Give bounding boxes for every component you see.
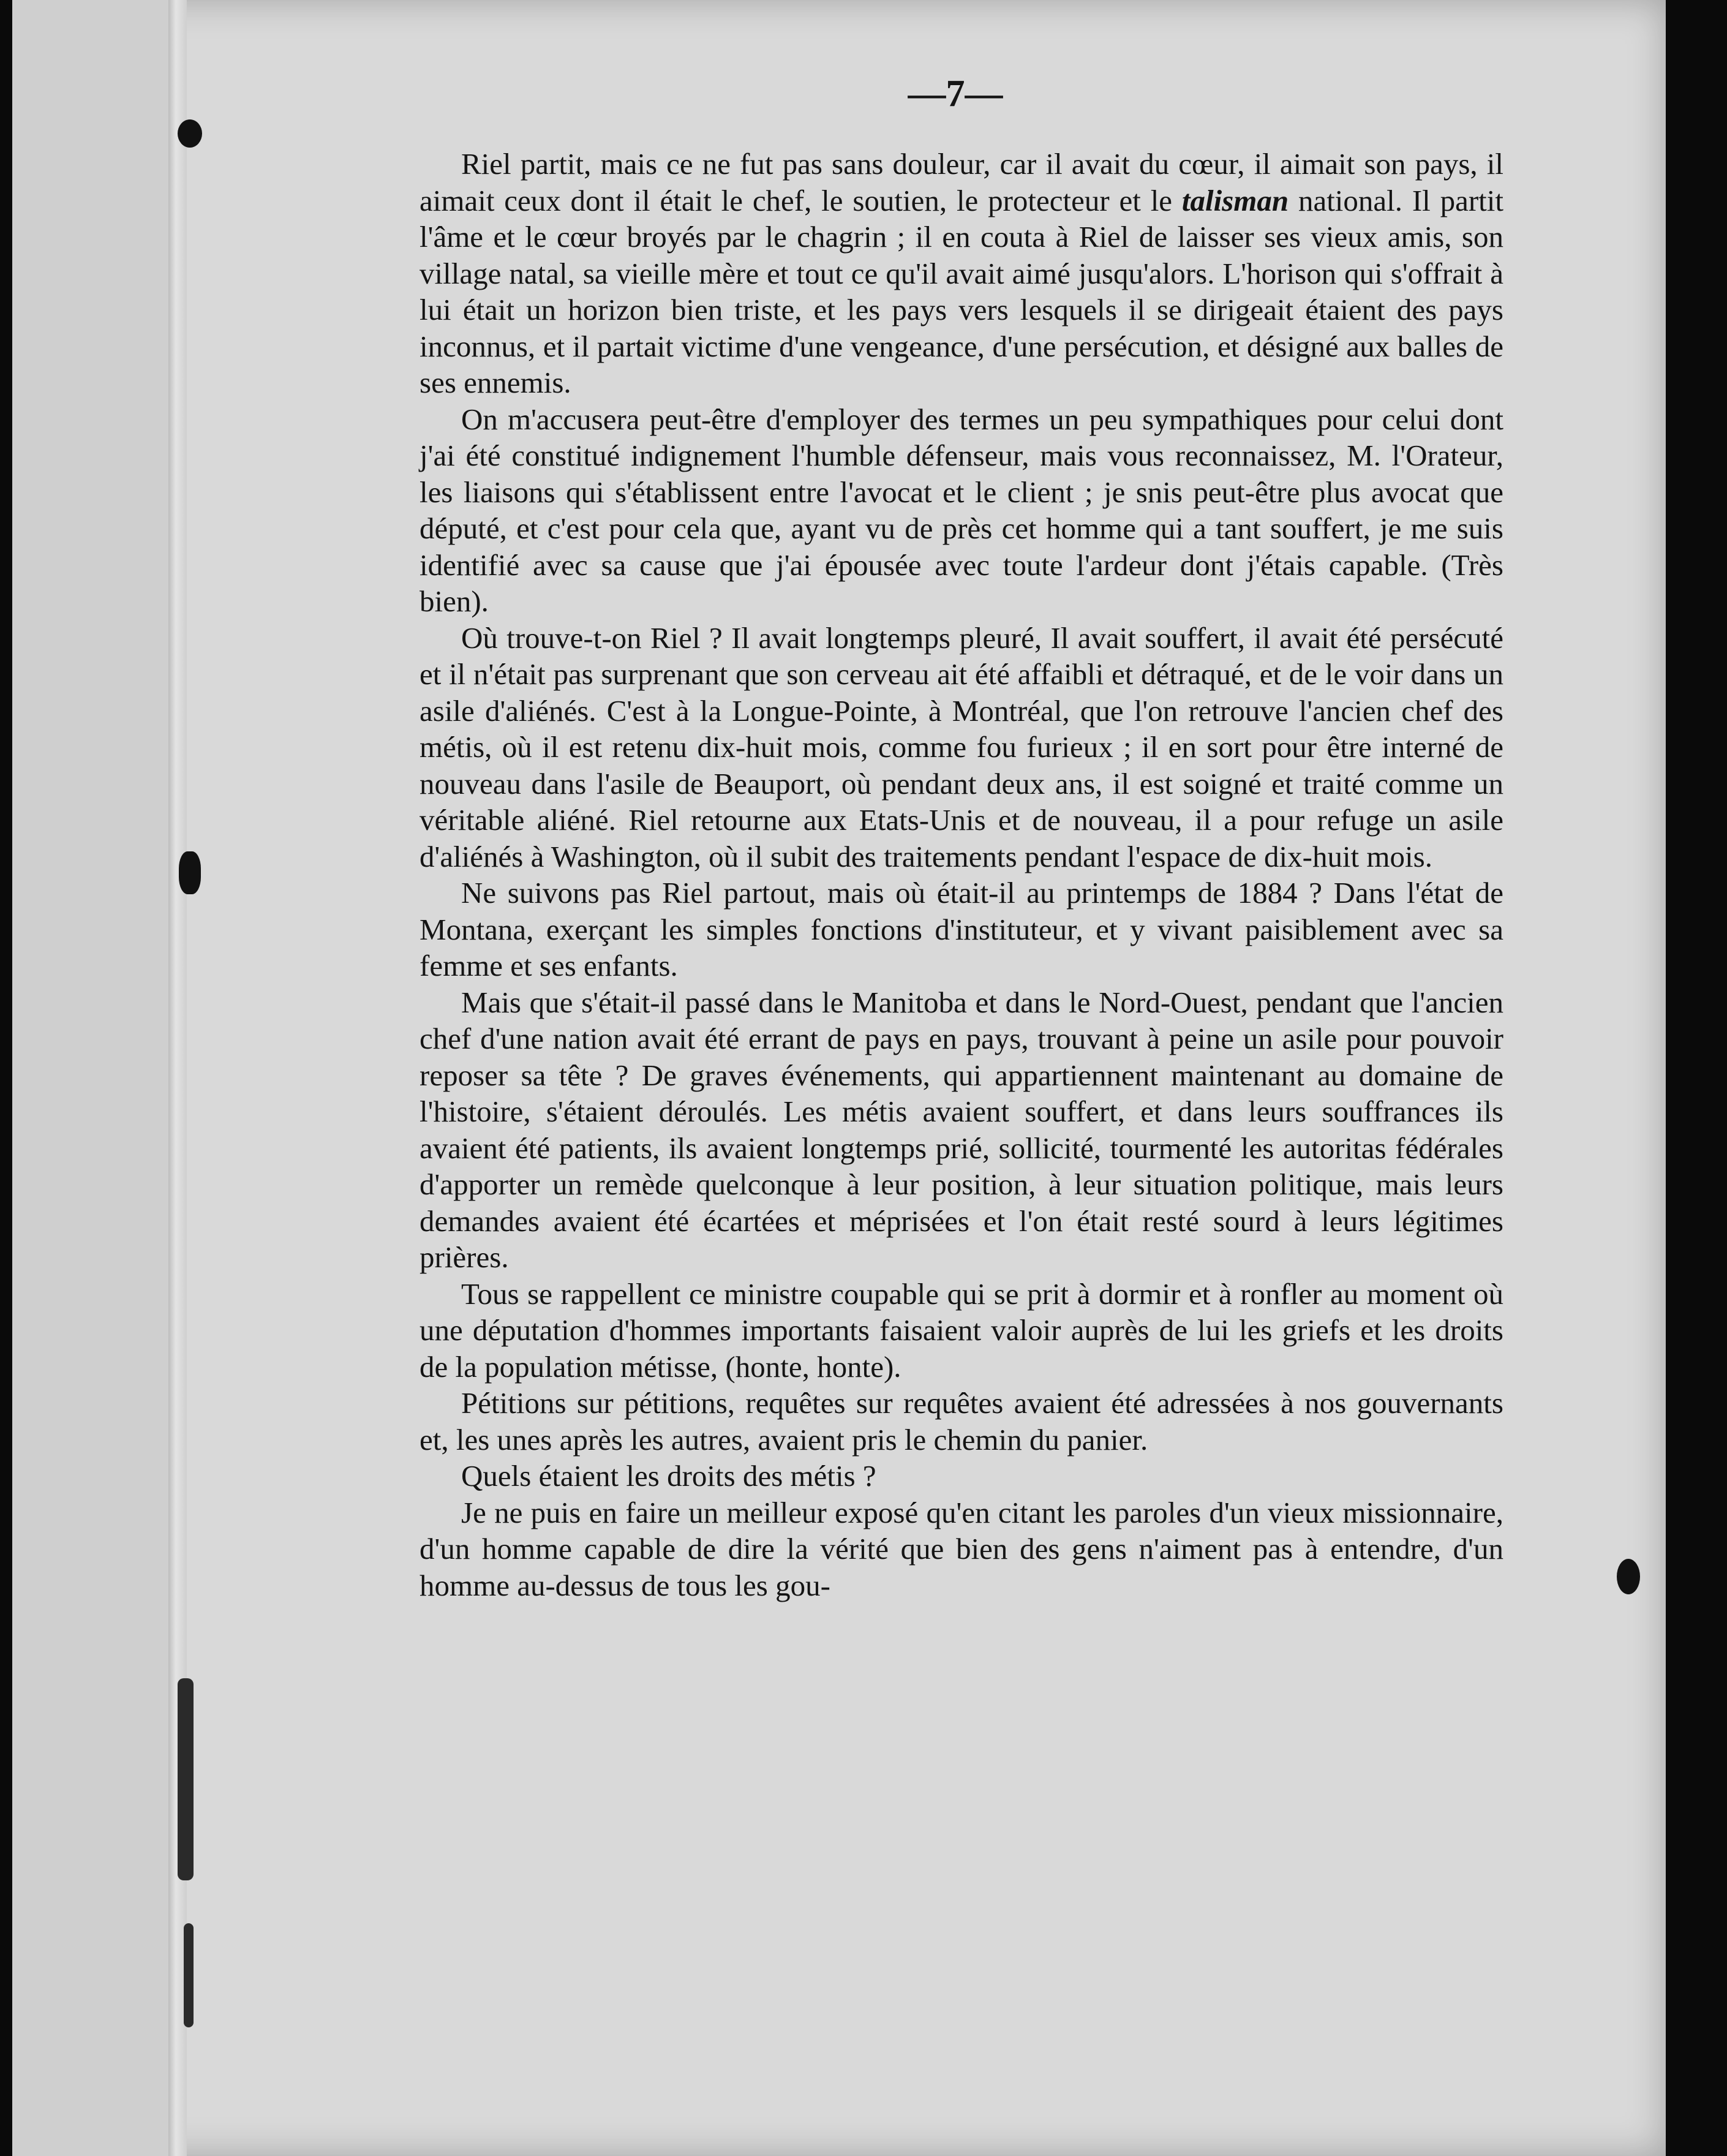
paragraph: Où trouve-t-on Riel ? Il avait longtemps pleuré, Il avait souffert, il avait été persécuté et il n'était pas surprenant que son cerveau ait été affaibli et détraqué, et de le voir dans un asile d'aliénés. C'est à la Longue-Pointe, à Montréal, que l'on retrouve l'ancien chef des métis, où il est retenu dix-huit mois, comme fou furieux ; il en sort pour être interné de nouveau dans l'asile de Beauport, où pendant deux ans, il est soigné et traité comme un véritable aliéné. Riel retourne aux Etats-Unis et de nouveau, il a pour refuge un asile d'aliénés à Washington, où il subit des traitements pendant l'espace de dix-huit mois. bbox=[420, 620, 1503, 873]
paragraph: On m'accusera peut-être d'employer des termes un peu sympathiques pour celui dont j'ai été constitué indignement l'humble défenseur, mais vous reconnaissez, M. l'Orateur, les liaisons qui s'établissent entre l'avocat et le client ; je snis peut-être plus avocat que député, et c'est pour cela que, ayant vu de près cet homme qui a tant souffert, je me suis identifié avec sa cause que j'ai épousée avec toute l'ardeur dont j'étais capable. (Très bien). bbox=[420, 402, 1503, 618]
body-text bbox=[420, 146, 1503, 1604]
paragraph: Mais que s'était-il passé dans le Manitoba et dans le Nord-Ouest, pendant que l'ancien chef d'une nation avait été errant de pays en pays, trouvant à peine un asile pour pouvoir reposer sa tête ? De graves événements, qui appartiennent maintenant au domaine de l'histoire, s'étaient déroulés. Les métis avaient souffert, et dans leurs souffrances ils avaient été patients, ils avaient longtemps prié, sollicité, tourmenté les autoritas fédérales d'apporter un remède quelconque à leur position, à leur situation politique, mais leurs demandes avaient été écartées et méprisées et l'on était resté sourd à leurs légitimes prières. bbox=[420, 985, 1503, 1274]
page-number: —7— bbox=[908, 73, 1003, 115]
ink-blot bbox=[1617, 1559, 1640, 1594]
paragraph: Ne suivons pas Riel partout, mais où était-il au printemps de 1884 ? Dans l'état de Montana, exerçant les simples fonctions d'instituteur, et y vivant paisiblement avec sa femme et ses enfants. bbox=[420, 876, 1503, 982]
paragraph: Riel partit, mais ce ne fut pas sans douleur, car il avait du cœur, il aimait son pays, il aimait ceux dont il était le chef, le soutien, le protecteur et le talisman national. Il partit l'âme et le cœur broyés par le chagrin ; il en couta à Riel de laisser ses vieux amis, son village natal, sa vieille mère et tout ce qu'il avait aimé jusqu'alors. L'horison qui s'offrait à lui était un horizon bien triste, et les pays vers lesquels il se dirigeait étaient des pays inconnus, et il partait victime d'une vengeance, d'une persécution, et désigné aux balles de ses ennemis. bbox=[420, 147, 1503, 399]
ink-blot bbox=[179, 851, 201, 894]
facing-page-strip bbox=[12, 0, 168, 2156]
paragraph: Je ne puis en faire un meilleur exposé qu'en citant les paroles d'un vieux missionnaire, d'un homme capable de dire la vérité que bien des gens n'aiment pas à entendre, d'un homme au-dessus de tous les gou- bbox=[420, 1495, 1503, 1602]
paragraph: Quels étaient les droits des métis ? bbox=[461, 1459, 876, 1493]
emphasized-word: talisman bbox=[1181, 183, 1289, 217]
edge-tear bbox=[184, 1923, 194, 2027]
edge-tear bbox=[178, 1678, 194, 1880]
paragraph: Pétitions sur pétitions, requêtes sur requêtes avaient été adressées à nos gouvernants et, les unes après les autres, avaient pris le chemin du panier. bbox=[420, 1386, 1503, 1457]
paragraph: Tous se rappellent ce ministre coupable qui se prit à dormir et à ronfler au moment où une députation d'hommes importants faisaient valoir auprès de lui les griefs et les droits de la population métisse, (honte, honte). bbox=[420, 1276, 1503, 1384]
ink-blot bbox=[178, 119, 202, 148]
